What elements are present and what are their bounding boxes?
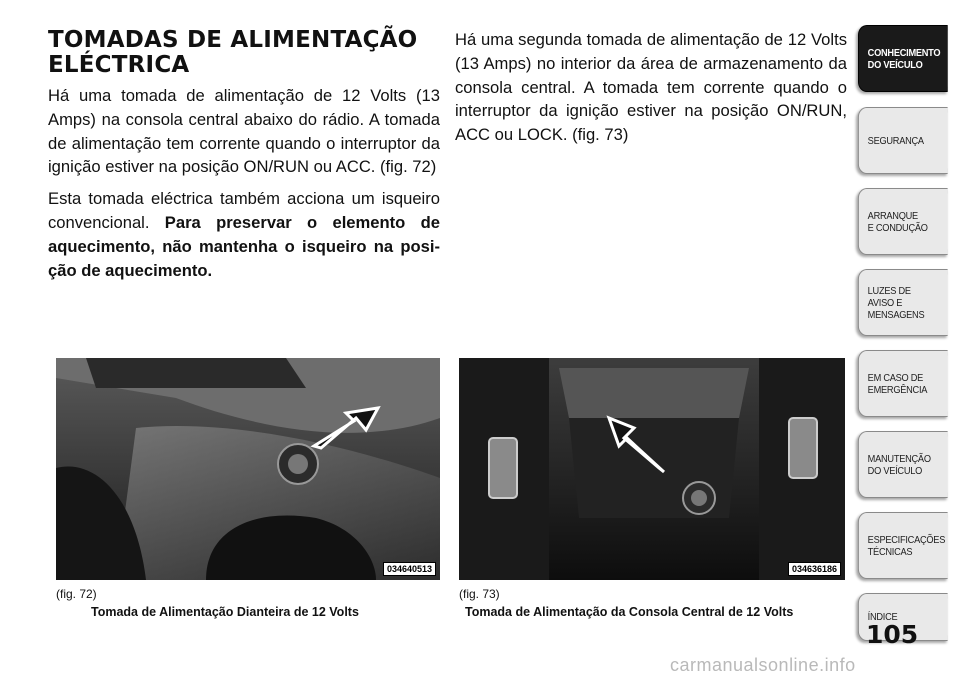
paragraph-front-outlet: Há uma tomada de alimentação de 12 Volts (13 Amps) na consola central abaixo do rádio. A tomada de alimentação tem corrente quando o interruptor da ignição estiver na posição ON/RUN ou ACC. (fig. 72) bbox=[48, 86, 440, 177]
console-outlet-illustration bbox=[459, 358, 845, 580]
left-column bbox=[48, 28, 440, 290]
section-heading-line1: TOMADAS DE ALIMENTAÇÃO bbox=[48, 27, 418, 53]
page-number: 105 bbox=[866, 620, 919, 649]
front-outlet-illustration bbox=[56, 358, 440, 580]
tab-especificacoes-tecnicas[interactable]: ESPECIFICAÇÕES TÉCNICAS bbox=[858, 512, 948, 579]
tab-seguranca[interactable]: SEGURANÇA bbox=[858, 107, 948, 174]
watermark: carmanualsonline.info bbox=[670, 655, 856, 675]
section-heading bbox=[48, 28, 440, 78]
tab-em-caso-de-emergencia[interactable]: EM CASO DE EMERGÊNCIA bbox=[858, 350, 948, 417]
right-column bbox=[455, 28, 847, 155]
tab-indice[interactable]: ÍNDICE bbox=[858, 593, 948, 641]
figure-console-outlet-photo bbox=[459, 358, 845, 580]
paragraph-console-outlet: Há uma segunda tomada de alimentação de 12 Volts (13 Amps) no interior da área de armazenamento da consola central. A tomada tem corrente quando o interruptor da ignição estiver na posição ON/RUN, ACC ou LOCK. (fig. 73) bbox=[455, 30, 847, 145]
figure-caption: Tomada de Alimentação da Consola Central de 12 Volts bbox=[465, 605, 794, 619]
figure-caption: Tomada de Alimentação Dianteira de 12 Volts bbox=[91, 605, 359, 619]
tab-conhecimento-do-veiculo[interactable]: CONHECIMENTO DO VEÍCULO bbox=[858, 25, 948, 92]
figure-reference: (fig. 73) bbox=[459, 587, 500, 601]
paragraph-lighter-warning: Para preservar o elemento de aquecimento, não mantenha o isqueiro na posi-ção de aquecimento. bbox=[48, 212, 440, 280]
figure-code: 034640513 bbox=[383, 562, 436, 576]
paragraph-lighter bbox=[48, 187, 440, 282]
figure-front-outlet-photo bbox=[56, 358, 440, 580]
figure-reference: (fig. 72) bbox=[56, 587, 97, 601]
section-heading-line2: ELÉCTRICA bbox=[48, 52, 190, 78]
tab-luzes-de-aviso[interactable]: LUZES DE AVISO E MENSAGENS bbox=[858, 269, 948, 336]
paragraph-lighter-text: Esta tomada eléctrica também acciona um isqueiro convencional. bbox=[48, 189, 440, 232]
tab-manutencao-do-veiculo[interactable]: MANUTENÇÃO DO VEÍCULO bbox=[858, 431, 948, 498]
tab-arranque-e-conducao[interactable]: ARRANQUE E CONDUÇÃO bbox=[858, 188, 948, 255]
figure-code: 034636186 bbox=[788, 562, 841, 576]
